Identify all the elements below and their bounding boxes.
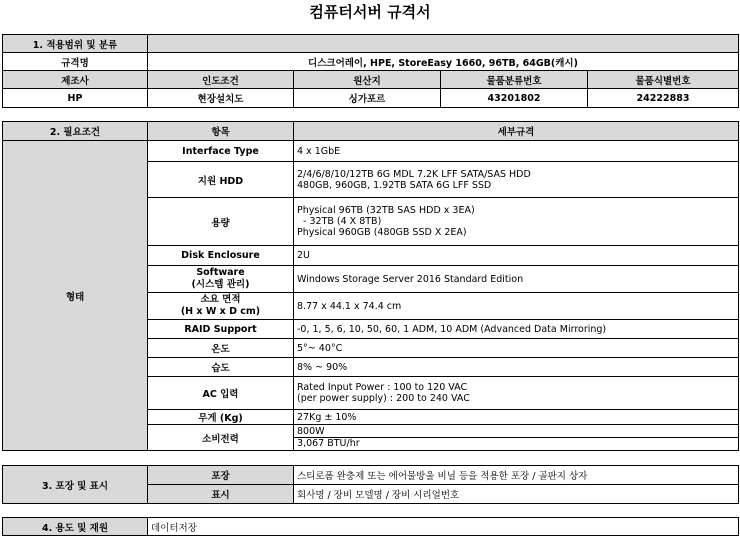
spec-item: 용량 — [148, 198, 294, 246]
col-header-item: 항목 — [148, 122, 294, 141]
id-number-value: 24222883 — [588, 89, 739, 108]
section-2-table — [2, 121, 739, 451]
spec-detail — [294, 246, 739, 266]
spec-item: Interface Type — [148, 141, 294, 162]
delivery-value: 현장설치도 — [148, 89, 294, 108]
col-header-detail: 세부규격 — [294, 122, 739, 141]
col-header-class-number: 물품분류번호 — [441, 71, 588, 89]
spec-detail — [294, 320, 739, 339]
document-title: 컴퓨터서버 규격서 — [309, 3, 431, 21]
section-1-label: 1. 적용범위 및 분류 — [3, 35, 148, 53]
spec-detail-line: Windows Storage Server 2016 Standard Edition — [297, 273, 524, 285]
class-number-value: 43201802 — [441, 89, 588, 108]
spec-detail-line: 3,067 BTU/hr — [297, 438, 360, 449]
spec-detail-line: 480GB, 960GB, 1.92TB SATA 6G LFF SSD — [297, 179, 492, 191]
spec-detail — [294, 358, 739, 377]
spec-detail-line: 4 x 1GbE — [297, 145, 341, 157]
spec-item: RAID Support — [148, 320, 294, 339]
usage-row — [3, 518, 739, 536]
spec-item: Software (시스템 관리) — [148, 266, 294, 293]
section-4-label: 4. 용도 및 재원 — [3, 518, 148, 536]
spec-name-label: 규격명 — [3, 53, 148, 71]
packaging-item: 포장 — [148, 466, 294, 485]
spec-name-value: 디스크어레이, HPE, StoreEasy 1660, 96TB, 64GB(캐시) — [148, 53, 739, 71]
spec-detail — [294, 425, 739, 451]
spec-item: 지원 HDD — [148, 162, 294, 198]
spec-detail-line: 8% ~ 90% — [297, 361, 348, 373]
spec-detail-line: 8.77 x 44.1 x 74.4 cm — [297, 300, 402, 312]
spec-detail-line: 5°~ 40°C — [297, 342, 343, 354]
spec-detail-line: (per power supply) : 200 to 240 VAC — [297, 393, 470, 404]
classification-value-row — [3, 89, 739, 108]
spec-item: AC 입력 — [148, 377, 294, 410]
spec-detail-line: -0, 1, 5, 6, 10, 50, 60, 1 ADM, 10 ADM (Advanced Data Mirroring) — [297, 323, 607, 335]
marking-item: 표시 — [148, 485, 294, 504]
spec-detail-line: 800W — [294, 426, 738, 438]
manufacturer-value: HP — [3, 89, 148, 108]
spec-detail — [294, 266, 739, 293]
spec-detail — [294, 339, 739, 358]
spec-detail-line: Physical 96TB (32TB SAS HDD x 3EA) — [297, 205, 475, 216]
spec-item: 소비전력 — [148, 425, 294, 451]
spec-detail-line: Physical 960GB (480GB SSD X 2EA) — [297, 227, 467, 238]
usage-value: 데이터저장 — [148, 518, 739, 536]
col-header-manufacturer: 제조사 — [3, 71, 148, 89]
marking-detail: 회사명 / 장비 모델명 / 장비 시리얼번호 — [294, 485, 739, 504]
spec-item: 무게 (Kg) — [148, 410, 294, 425]
form-group-label: 형태 — [3, 141, 148, 451]
spec-detail — [294, 162, 739, 198]
col-header-origin: 원산지 — [294, 71, 441, 89]
spec-detail-line: - 32TB (4 X 8TB) — [297, 216, 382, 227]
spec-detail-line: 2U — [297, 250, 310, 261]
spec-detail-line: 27Kg ± 10% — [297, 411, 357, 423]
col-header-delivery: 인도조건 — [148, 71, 294, 89]
section-1-table — [2, 34, 739, 108]
spec-detail — [294, 198, 739, 246]
spec-detail — [294, 377, 739, 410]
spec-item: 온도 — [148, 339, 294, 358]
origin-value: 싱가포르 — [294, 89, 441, 108]
section-1-header-fill — [148, 35, 739, 53]
section-2-label: 2. 필요조건 — [3, 122, 148, 141]
spec-detail-line: 2/4/6/8/10/12TB 6G MDL 7.2K LFF SATA/SAS HDD — [297, 168, 531, 180]
spec-detail-line: Rated Input Power : 100 to 120 VAC — [297, 382, 468, 393]
spec-detail — [294, 410, 739, 425]
spec-detail — [294, 293, 739, 320]
spec-item: 습도 — [148, 358, 294, 377]
spec-row — [3, 141, 739, 162]
section-4-table — [2, 517, 739, 536]
spec-item: 소요 면적 (H x W x D cm) — [148, 293, 294, 320]
packaging-row — [3, 466, 739, 485]
section-3-table — [2, 465, 739, 504]
section-3-label: 3. 포장 및 표시 — [3, 466, 148, 504]
spec-detail — [294, 141, 739, 162]
classification-header-row — [3, 71, 739, 89]
col-header-id-number: 물품식별번호 — [588, 71, 739, 89]
packaging-detail: 스티로폼 완충제 또는 에어물방울 비닐 등을 적용한 포장 / 골판지 상자 — [294, 466, 739, 485]
spec-item: Disk Enclosure — [148, 246, 294, 266]
